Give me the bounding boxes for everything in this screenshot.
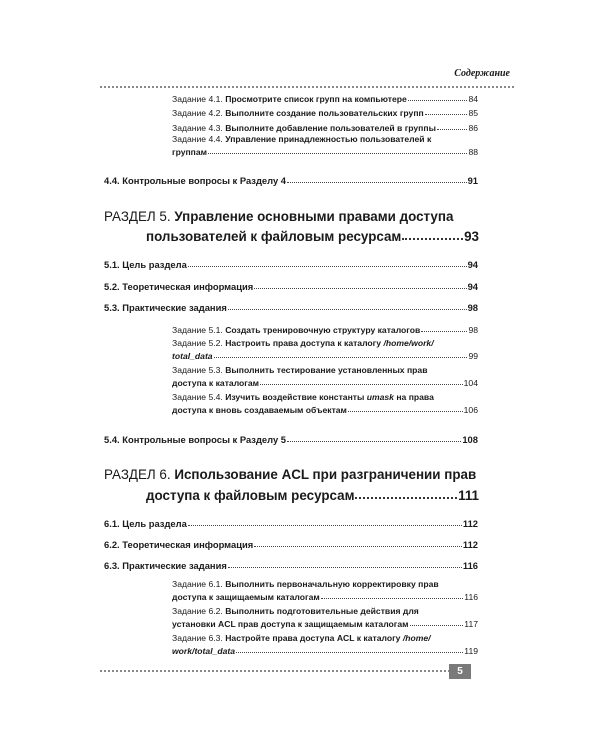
toc-task-5-3-line2[interactable] <box>172 376 478 388</box>
task-prefix: Задание 5.4. <box>172 392 223 402</box>
page-number: 117 <box>464 619 478 629</box>
toc-task-6-3-line2[interactable] <box>172 644 478 656</box>
leader-dots <box>188 266 467 267</box>
leader-dots <box>214 357 468 358</box>
task-title: Выполните добавление пользователей в группы <box>225 123 436 133</box>
toc-task-4-4-line2[interactable] <box>172 145 478 157</box>
toc-part-6-line1[interactable] <box>104 467 476 482</box>
page-number: 104 <box>463 378 478 388</box>
running-header: Содержание <box>454 68 510 79</box>
section-title: 6.2. Теоретическая информация <box>104 539 254 550</box>
page-number: 88 <box>468 147 478 157</box>
task-title-end: на права <box>396 392 434 402</box>
toc-task-6-3-line1[interactable] <box>172 633 478 643</box>
task-title: Управление принадлежностью пользователей к <box>225 134 432 144</box>
section-title: 5.2. Теоретическая информация <box>104 281 254 292</box>
page-number: 84 <box>468 94 478 104</box>
page-number: 91 <box>467 175 478 186</box>
task-title: Выполнить первоначальную корректировку прав <box>225 579 439 589</box>
page-number: 119 <box>464 646 478 656</box>
task-title: Настроить права доступа к каталогу <box>225 338 382 348</box>
toc-task-4-3[interactable] <box>172 121 478 133</box>
task-title-cont: доступа к каталогам <box>172 378 259 388</box>
toc-task-5-4-line2[interactable] <box>172 403 478 415</box>
task-prefix: Задание 6.2. <box>172 606 223 616</box>
toc-task-6-1-line2[interactable] <box>172 590 478 602</box>
page-number: 106 <box>463 405 478 415</box>
toc-task-6-2-line2[interactable] <box>172 617 478 629</box>
toc-section-6-1[interactable] <box>104 516 478 529</box>
page-number-badge: 5 <box>449 664 471 679</box>
leader-dots <box>254 288 466 289</box>
leader-dots <box>348 411 463 412</box>
path-text: work/total_data <box>172 646 236 656</box>
page-number: 86 <box>468 123 478 133</box>
leader-dots <box>228 309 467 310</box>
page-number: 111 <box>458 488 479 503</box>
task-title: Просмотрите список групп на компьютере <box>225 94 407 104</box>
toc-review-5[interactable] <box>104 432 478 445</box>
page-number: 94 <box>467 259 478 270</box>
part-title-cont: пользователей к файловым ресурсам <box>146 229 402 244</box>
leader-dots <box>188 525 462 526</box>
toc-part-5-line2[interactable] <box>146 227 479 244</box>
section-title: 4.4. Контрольные вопросы к Разделу 4 <box>104 175 286 186</box>
leader-dots <box>236 652 463 653</box>
section-title: 5.3. Практические задания <box>104 302 227 313</box>
section-title: 6.1. Цель раздела <box>104 518 187 529</box>
task-title-cont: установки ACL прав доступа к защищаемым каталогам <box>172 619 409 629</box>
page-number: 116 <box>464 592 478 602</box>
page-number: 108 <box>462 434 478 445</box>
page-number: 112 <box>462 518 478 529</box>
task-prefix: Задание 5.2. <box>172 338 223 348</box>
toc-task-5-2-line2[interactable] <box>172 349 478 361</box>
toc-part-6-line2[interactable] <box>146 486 479 503</box>
task-title-cont: доступа к вновь создаваемым объектам <box>172 405 347 415</box>
task-title-cont: группам <box>172 147 208 157</box>
toc-section-5-1[interactable] <box>104 257 478 270</box>
footer-dotted-rule <box>100 670 470 672</box>
toc-section-6-3[interactable] <box>104 558 478 571</box>
toc-task-6-2-line1[interactable] <box>172 606 478 616</box>
leader-dots <box>287 441 461 442</box>
task-title: Изучить воздействие константы <box>225 392 365 402</box>
leader-dots <box>321 598 464 599</box>
toc-task-5-2-line1[interactable] <box>172 338 478 348</box>
part-prefix: РАЗДЕЛ 6. <box>104 467 171 482</box>
task-title: Создать тренировочную структуру каталогов <box>225 325 421 335</box>
page-number: 85 <box>468 108 478 118</box>
task-title: Выполните создание пользовательских групп <box>225 108 424 118</box>
umask-text: umask <box>366 392 394 402</box>
task-prefix: Задание 4.3. <box>172 123 223 133</box>
task-prefix: Задание 5.3. <box>172 365 223 375</box>
page-number: 93 <box>464 229 479 244</box>
section-title: 5.4. Контрольные вопросы к Разделу 5 <box>104 434 286 445</box>
leader-dots <box>402 238 463 240</box>
part-prefix: РАЗДЕЛ 5. <box>104 209 171 224</box>
toc-section-5-3[interactable] <box>104 300 478 313</box>
toc-task-5-4-line1[interactable] <box>172 392 478 402</box>
task-title: Выполнить тестирование установленных прав <box>225 365 428 375</box>
leader-dots <box>260 384 463 385</box>
path-text: total_data <box>172 351 213 361</box>
task-title: Выполнить подготовительные действия для <box>225 606 419 616</box>
task-prefix: Задание 4.4. <box>172 134 223 144</box>
page-number: 94 <box>467 281 478 292</box>
task-prefix: Задание 6.1. <box>172 579 223 589</box>
task-prefix: Задание 6.3. <box>172 633 223 643</box>
page-number: 112 <box>462 539 478 550</box>
leader-dots <box>437 129 468 130</box>
leader-dots <box>355 497 457 499</box>
task-prefix: Задание 4.1. <box>172 94 223 104</box>
toc-section-6-2[interactable] <box>104 537 478 550</box>
toc-review-4[interactable] <box>104 173 478 186</box>
leader-dots <box>228 567 462 568</box>
toc-section-5-2[interactable] <box>104 279 478 292</box>
section-title: 5.1. Цель раздела <box>104 259 187 270</box>
leader-dots <box>408 100 468 101</box>
toc-task-5-1[interactable] <box>172 323 478 335</box>
toc-task-4-4-line1[interactable] <box>172 134 478 144</box>
leader-dots <box>425 114 468 115</box>
toc-task-5-3-line1[interactable] <box>172 365 478 375</box>
leader-dots <box>287 182 467 183</box>
path-text: /home/work/ <box>383 338 434 348</box>
part-title: Управление основными правами доступа <box>174 209 454 224</box>
path-text: /home/ <box>402 633 431 643</box>
page-number: 98 <box>467 302 478 313</box>
task-title-cont: доступа к защищаемым каталогам <box>172 592 320 602</box>
page-number: 99 <box>468 351 478 361</box>
page-number: 98 <box>468 325 478 335</box>
task-title: Настройте права доступа ACL к каталогу <box>225 633 401 643</box>
toc-task-4-2[interactable] <box>172 106 478 118</box>
task-prefix: Задание 4.2. <box>172 108 223 118</box>
task-prefix: Задание 5.1. <box>172 325 223 335</box>
section-title: 6.3. Практические задания <box>104 560 227 571</box>
header-dotted-rule <box>100 86 514 88</box>
leader-dots <box>254 546 462 547</box>
part-title-cont: доступа к файловым ресурсам <box>146 488 355 503</box>
toc-part-5-line1[interactable] <box>104 209 453 224</box>
toc-task-4-1[interactable] <box>172 92 478 104</box>
page-number: 116 <box>462 560 478 571</box>
leader-dots <box>410 625 464 626</box>
part-title: Использование ACL при разграничении прав <box>174 467 477 482</box>
leader-dots <box>421 331 467 332</box>
toc-task-6-1-line1[interactable] <box>172 579 478 589</box>
leader-dots <box>208 153 467 154</box>
